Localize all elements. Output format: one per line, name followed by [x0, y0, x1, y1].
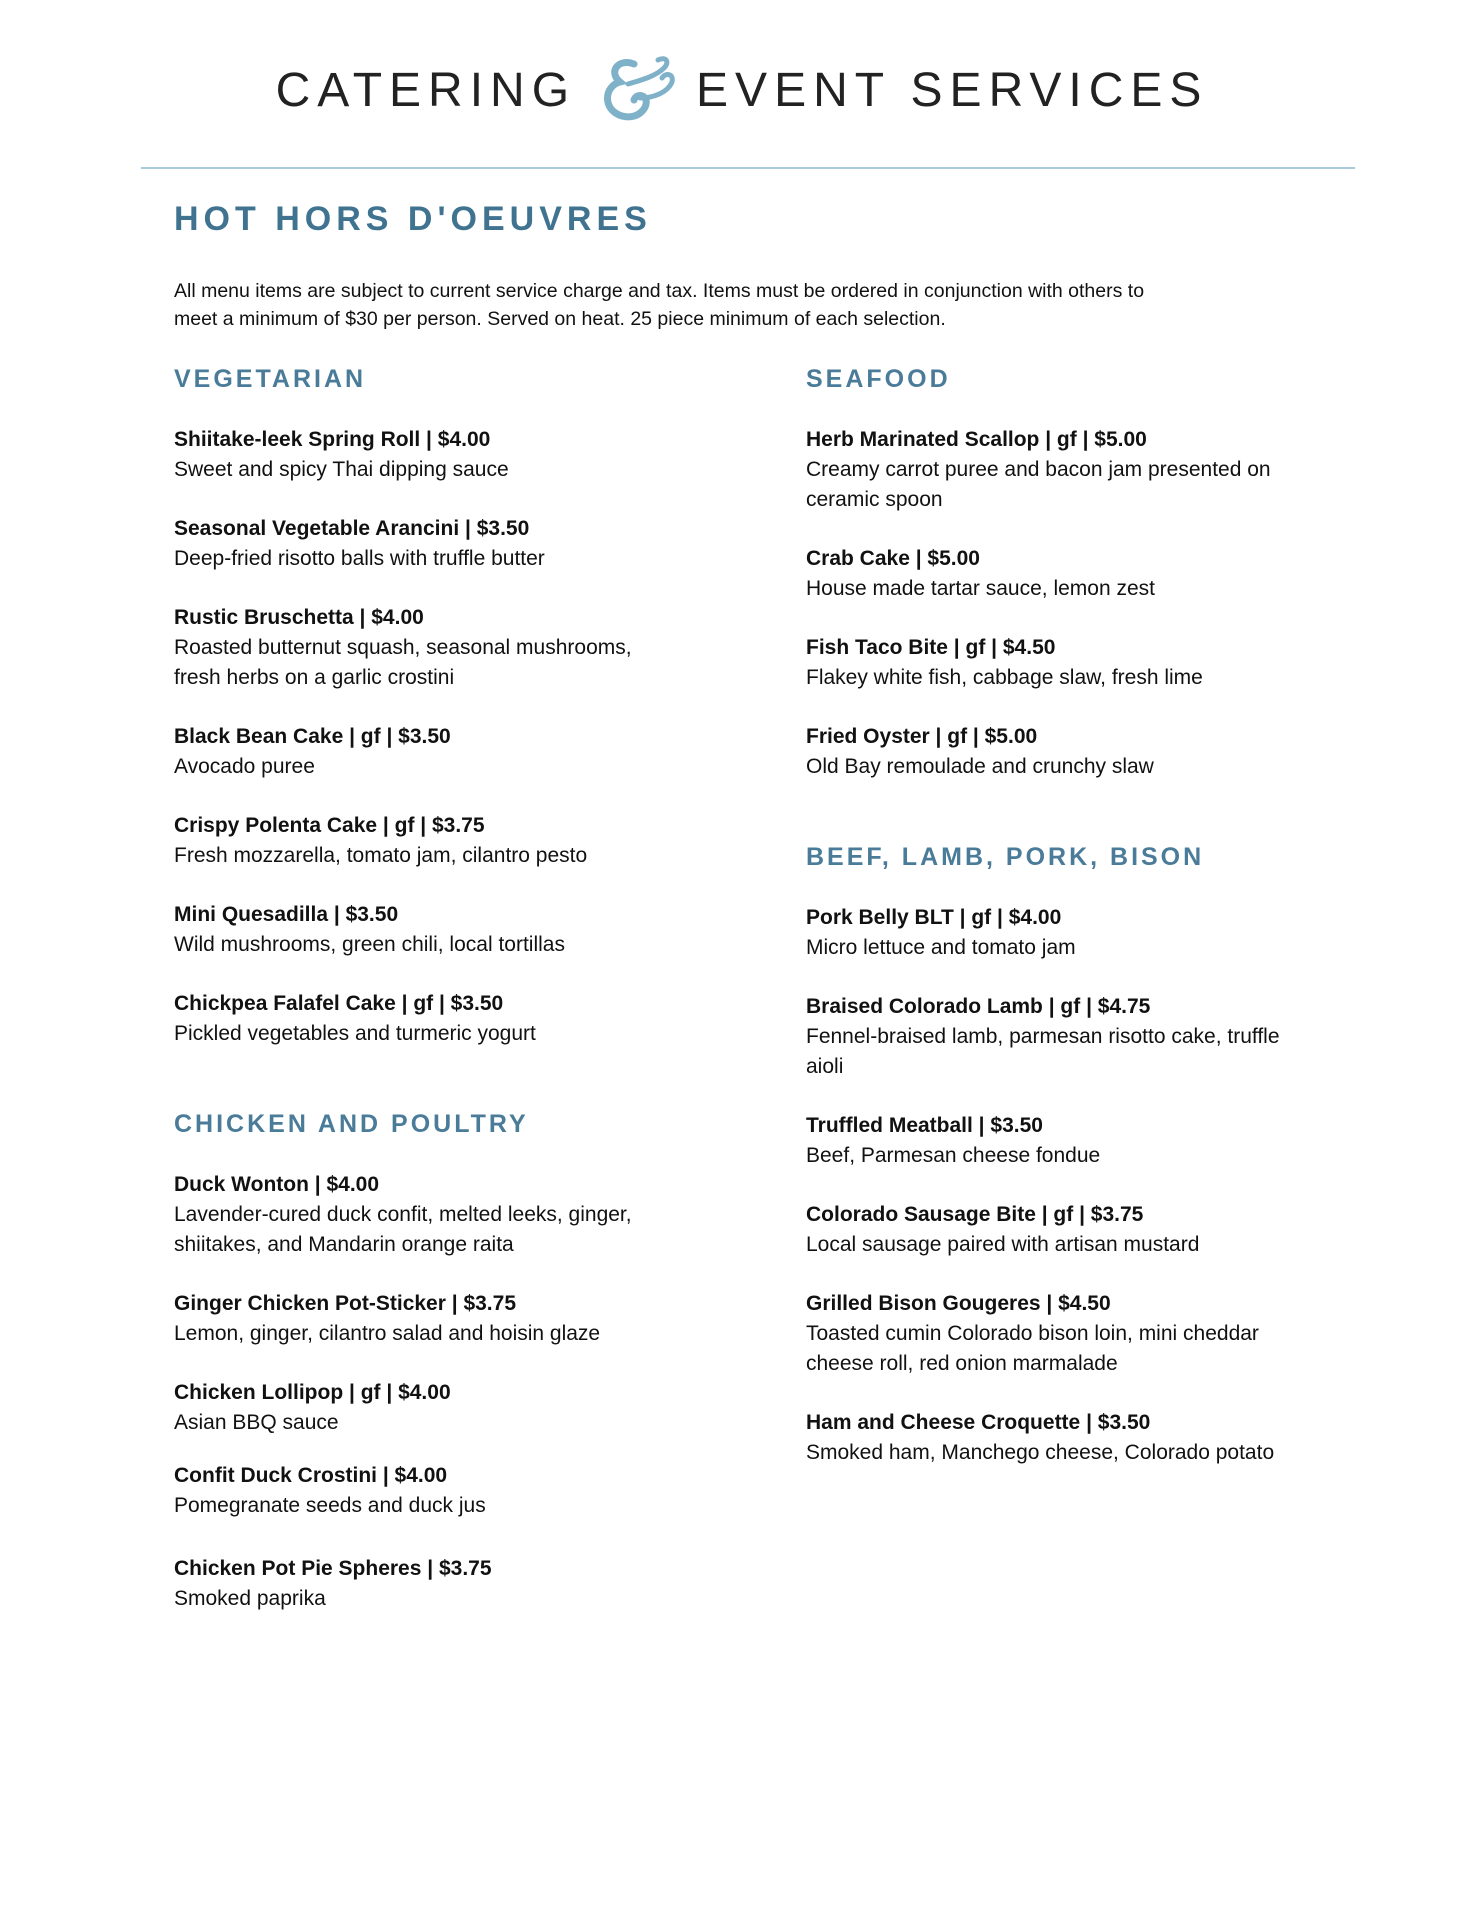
menu-item	[174, 514, 734, 574]
brand-text-right: EVENT SERVICES	[696, 63, 1209, 117]
item-description: Micro lettuce and tomato jam	[806, 936, 1076, 959]
item-name: Crispy Polenta Cake | gf | $3.75	[174, 814, 485, 837]
item-name: Ginger Chicken Pot-Sticker | $3.75	[174, 1292, 516, 1315]
item-name: Chickpea Falafel Cake | gf | $3.50	[174, 992, 504, 1015]
brand-text-left: CATERING	[275, 63, 577, 117]
intro-text	[174, 277, 1274, 333]
menu-item	[806, 425, 1366, 515]
section-title-seafood: SEAFOOD	[806, 365, 951, 393]
section-title-vegetarian: VEGETARIAN	[174, 365, 367, 393]
menu-item	[806, 722, 1366, 782]
menu-item	[806, 992, 1366, 1082]
item-description: cheese roll, red onion marmalade	[806, 1352, 1118, 1375]
menu-item	[806, 1111, 1366, 1171]
menu-item	[174, 603, 734, 693]
header	[0, 50, 1484, 130]
menu-item	[806, 633, 1366, 693]
item-description: Toasted cumin Colorado bison loin, mini cheddar	[806, 1322, 1259, 1345]
item-name: Duck Wonton | $4.00	[174, 1173, 380, 1196]
item-description: Local sausage paired with artisan mustard	[806, 1233, 1200, 1256]
menu-item	[174, 900, 734, 960]
menu-item	[174, 1554, 734, 1614]
item-description: Fresh mozzarella, tomato jam, cilantro pesto	[174, 844, 588, 867]
item-description: Lemon, ginger, cilantro salad and hoisin glaze	[174, 1322, 601, 1345]
item-description: Fennel-braised lamb, parmesan risotto cake, truffle	[806, 1025, 1280, 1048]
section-title-chicken: CHICKEN AND POULTRY	[174, 1110, 529, 1138]
menu-item	[174, 811, 734, 871]
item-description: shiitakes, and Mandarin orange raita	[174, 1233, 514, 1256]
item-description: Old Bay remoulade and crunchy slaw	[806, 755, 1154, 778]
item-name: Pork Belly BLT | gf | $4.00	[806, 906, 1062, 929]
item-name: Grilled Bison Gougeres | $4.50	[806, 1292, 1111, 1315]
item-description: Creamy carrot puree and bacon jam presented on	[806, 458, 1271, 481]
item-description: Smoked ham, Manchego cheese, Colorado potato	[806, 1441, 1275, 1464]
menu-item	[174, 989, 734, 1049]
item-name: Confit Duck Crostini | $4.00	[174, 1464, 448, 1487]
item-description: Flakey white fish, cabbage slaw, fresh lime	[806, 666, 1203, 689]
menu-item	[174, 1461, 734, 1521]
menu-item	[806, 1289, 1366, 1379]
item-description: Sweet and spicy Thai dipping sauce	[174, 458, 509, 481]
item-description: Asian BBQ sauce	[174, 1411, 339, 1434]
item-description: Smoked paprika	[174, 1587, 326, 1610]
item-description: fresh herbs on a garlic crostini	[174, 666, 455, 689]
item-name: Chicken Pot Pie Spheres | $3.75	[174, 1557, 492, 1580]
page-title: HOT HORS D'OEUVRES	[174, 200, 652, 238]
intro-line-1: All menu items are subject to current service charge and tax. Items must be ordered in conjunction with others to	[174, 280, 1145, 302]
menu-item	[806, 903, 1366, 963]
item-name: Black Bean Cake | gf | $3.50	[174, 725, 451, 748]
item-description: Pomegranate seeds and duck jus	[174, 1494, 486, 1517]
item-name: Crab Cake | $5.00	[806, 547, 980, 570]
item-description: ceramic spoon	[806, 488, 943, 511]
item-description: Beef, Parmesan cheese fondue	[806, 1144, 1101, 1167]
item-name: Herb Marinated Scallop | gf | $5.00	[806, 428, 1147, 451]
item-name: Rustic Bruschetta | $4.00	[174, 606, 424, 629]
menu-item	[806, 1408, 1366, 1468]
item-name: Colorado Sausage Bite | gf | $3.75	[806, 1203, 1144, 1226]
menu-item	[174, 1378, 734, 1438]
item-description: House made tartar sauce, lemon zest	[806, 577, 1156, 600]
menu-item	[806, 544, 1366, 604]
item-description: Wild mushrooms, green chili, local tortillas	[174, 933, 565, 956]
item-name: Seasonal Vegetable Arancini | $3.50	[174, 517, 530, 540]
menu-item	[174, 425, 734, 485]
item-description: Avocado puree	[174, 755, 315, 778]
item-description: Lavender-cured duck confit, melted leeks, ginger,	[174, 1203, 632, 1226]
menu-item	[174, 1289, 734, 1349]
item-name: Chicken Lollipop | gf | $4.00	[174, 1381, 451, 1404]
item-name: Shiitake-leek Spring Roll | $4.00	[174, 428, 491, 451]
item-description: aioli	[806, 1055, 844, 1078]
item-name: Mini Quesadilla | $3.50	[174, 903, 399, 926]
header-divider	[141, 167, 1355, 169]
item-description: Deep-fried risotto balls with truffle butter	[174, 547, 545, 570]
item-name: Truffled Meatball | $3.50	[806, 1114, 1043, 1137]
item-name: Fish Taco Bite | gf | $4.50	[806, 636, 1056, 659]
item-name: Fried Oyster | gf | $5.00	[806, 725, 1038, 748]
item-name: Ham and Cheese Croquette | $3.50	[806, 1411, 1151, 1434]
ampersand-logo-icon	[594, 54, 678, 126]
section-title-beef: BEEF, LAMB, PORK, BISON	[806, 843, 1205, 871]
item-description: Roasted butternut squash, seasonal mushrooms,	[174, 636, 632, 659]
intro-line-2: meet a minimum of $30 per person. Served on heat. 25 piece minimum of each selection.	[174, 308, 946, 330]
item-description: Pickled vegetables and turmeric yogurt	[174, 1022, 536, 1045]
menu-item	[806, 1200, 1366, 1260]
menu-item	[174, 1170, 734, 1260]
menu-item	[174, 722, 734, 782]
item-name: Braised Colorado Lamb | gf | $4.75	[806, 995, 1151, 1018]
